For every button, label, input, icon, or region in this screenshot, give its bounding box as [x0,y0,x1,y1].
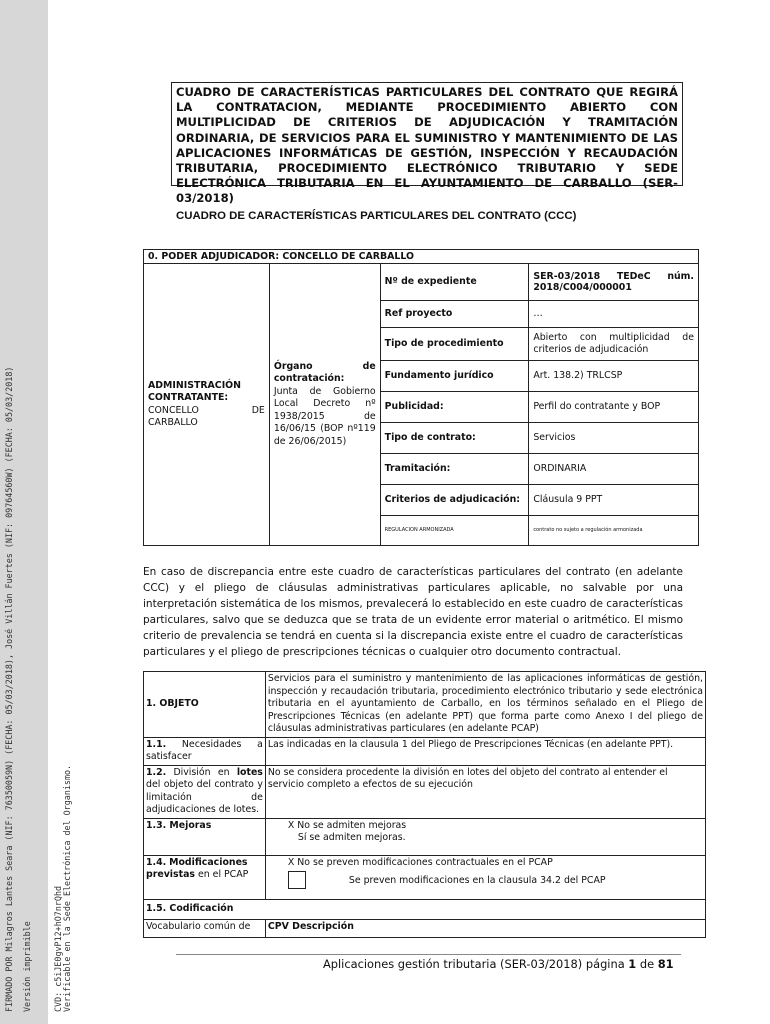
organ-cell [269,264,380,546]
lots-bold: lotes [236,766,263,778]
contract-object-table [143,671,706,938]
harmonized-regulation-label: REGULACION ARMONIZADA [380,516,529,546]
document-subtitle: CUADRO DE CARACTERÍSTICAS PARTICULARES DEL CONTRATO (CCC) [176,210,577,222]
needs-label: Necesidades a satisfacer [146,738,263,762]
codification-label: 1.5. Codificación [144,899,706,919]
organ-label: Órgano de contratación: [273,360,376,385]
printable-version-text: Versión imprimible [22,921,32,1012]
modifications-option-no: X No se preven modificaciones contractuales en el PCAP [287,856,553,868]
object-label: 1. OBJETO [144,672,266,738]
modifications-cell [144,855,266,899]
improvements-option-no: X No se admiten mejoras [287,819,407,831]
admin-value: CONCELLO DE CARBALLO [148,404,265,428]
legal-basis-label: Fundamento jurídico [380,361,529,392]
vocabulary-label: Vocabulario común de [144,919,266,937]
document-title: CUADRO DE CARACTERÍSTICAS PARTICULARES DEL CONTRATO QUE REGIRÁ LA CONTRATACION, MEDIANTE PROCEDIMIENTO ABIERTO CON MULTIPLICIDAD DE CRITERIOS DE ADJUDICACIÓN Y TRAMITACIÓN ORDINARIA, DE SERVICIOS PARA EL SUMINISTRO Y MANTENIMIENTO DE LAS APLICACIONES INFORMÁTICAS DE GESTIÓN, INSPECCIÓN Y RECAUDACIÓN TRIBUTARIA, PROCEDIMIENTO ELECTRÓNICO TRIBUTARIO Y SEDE ELECTRÓNICA TRIBUTARIA EN EL AYUNTAMIENTO DE CARBALLO (SER-03/2018) [171,82,683,186]
discrepancy-paragraph: En caso de discrepancia entre este cuadro de características particulares del contrato (en adelante CCC) y el pliego de cláusulas administrativas particulares aplicable, no salvable por una interpretación sistemática de los mismos, prevalecerá lo establecido en este cuadro de características particulares, salvo que se deduzca que se trata de un evidente error material o aritmético. El mismo criterio de prevalencia se tendrá en cuenta si la discrepancia existe entre el cuadro de características particulares y el pliego de prescripciones técnicas o cualquier otro documento contractual. [143,566,683,658]
lots-number: 1.2. [146,766,167,778]
publicity-value: Perfil do contratante y BOP [529,392,699,423]
modifications-option-yes: Se preven modificaciones en la clausula 34.2 del PCAP [348,874,606,886]
footer-of: de [639,957,655,971]
lots-post: del objeto del contrato y limitación de adjudicaciones de lotes. [146,779,263,815]
page-number: 1 [628,957,637,971]
modifications-number: 1.4. [146,856,167,868]
lots-cell [144,765,266,818]
project-ref-value: … [529,301,699,328]
legal-basis-value: Art. 138.2) TRLCSP [529,361,699,392]
contract-type-value: Servicios [529,423,699,454]
harmonized-regulation-value: contrato no sujeto a regulación armonizada [529,516,699,546]
processing-value: ORDINARIA [529,454,699,485]
improvements-option-yes: Sí se admiten mejoras. [297,832,406,843]
signature-sidebar [0,0,48,1024]
modifications-post: en el PCAP [197,869,249,880]
object-value: Servicios para el suministro y mantenimiento de las aplicaciones informáticas de gestión, inspección y recaudación tributaria, procedimiento electrónico tributario y sede electrónica tributaria en el ayuntamiento de Carballo, en los términos señalado en el Pliego de Prescripciones Técnicas (en adelante PPT) que forma parte como Anexo I del pliego de cláusulas administrativas particulares (en adelante PCAP) [265,672,705,738]
publicity-label: Publicidad: [380,392,529,423]
award-criteria-label: Criterios de adjudicación: [380,485,529,516]
lots-pre: División en [173,766,230,778]
contracting-authority-table [143,249,699,546]
page-total: 81 [657,957,674,971]
procedure-type-value: Abierto con multiplicidad de criterios de adjudicación [529,328,699,361]
contract-type-label: Tipo de contrato: [380,423,529,454]
admin-cell [144,264,270,546]
admin-label: ADMINISTRACIÓN CONTRATANTE: [148,379,241,403]
signature-text: FIRMADO POR Milagros Lantes Seara (NIF: 76350059N) (FECHA: 05/03/2018), José Villán Fuertes (NIF: 09764560W) (FECHA: 05/03/2018) [4,366,14,1012]
verifiable-text: Verificable en la Sede Electrónica del Organismo. [62,764,72,1012]
award-criteria-value: Cláusula 9 PPT [529,485,699,516]
improvements-cell [265,818,705,855]
lots-value: No se considera procedente la división en lotes del objeto del contrato al entender el servicio completo a efectos de su ejecución [265,765,705,818]
modifications-bold: Modificaciones previstas [146,856,248,880]
authority-header: 0. PODER ADJUDICADOR: CONCELLO DE CARBALLO [144,250,699,264]
cpv-description-label: CPV Descripción [265,919,705,937]
processing-label: Tramitación: [380,454,529,485]
footer-text: Aplicaciones gestión tributaria (SER-03/2018) página [323,957,625,971]
modifications-options [265,855,705,899]
organ-value: Junta de Gobierno Local Decreto nº 1938/2015 de 16/06/15 (BOP nº119 de 26/06/2015) [273,385,376,447]
footer-rule [176,954,681,955]
file-number-label: Nº de expediente [380,264,529,301]
file-number-value: SER-03/2018 TEDeC núm. 2018/C004/000001 [529,264,699,301]
project-ref-label: Ref proyecto [380,301,529,328]
page-footer [323,957,674,971]
needs-value: Las indicadas en la clausula 1 del Pliego de Prescripciones Técnicas (en adelante PPT). [265,737,705,765]
cvd-code: CVD: c5iJE0gvP12+hO7nrQhd [53,885,63,1012]
needs-number: 1.1. [146,738,167,750]
needs-cell [144,737,266,765]
improvements-label: 1.3. Mejoras [144,818,266,855]
modifications-checkbox[interactable] [288,871,306,889]
procedure-type-label: Tipo de procedimiento [380,328,529,361]
